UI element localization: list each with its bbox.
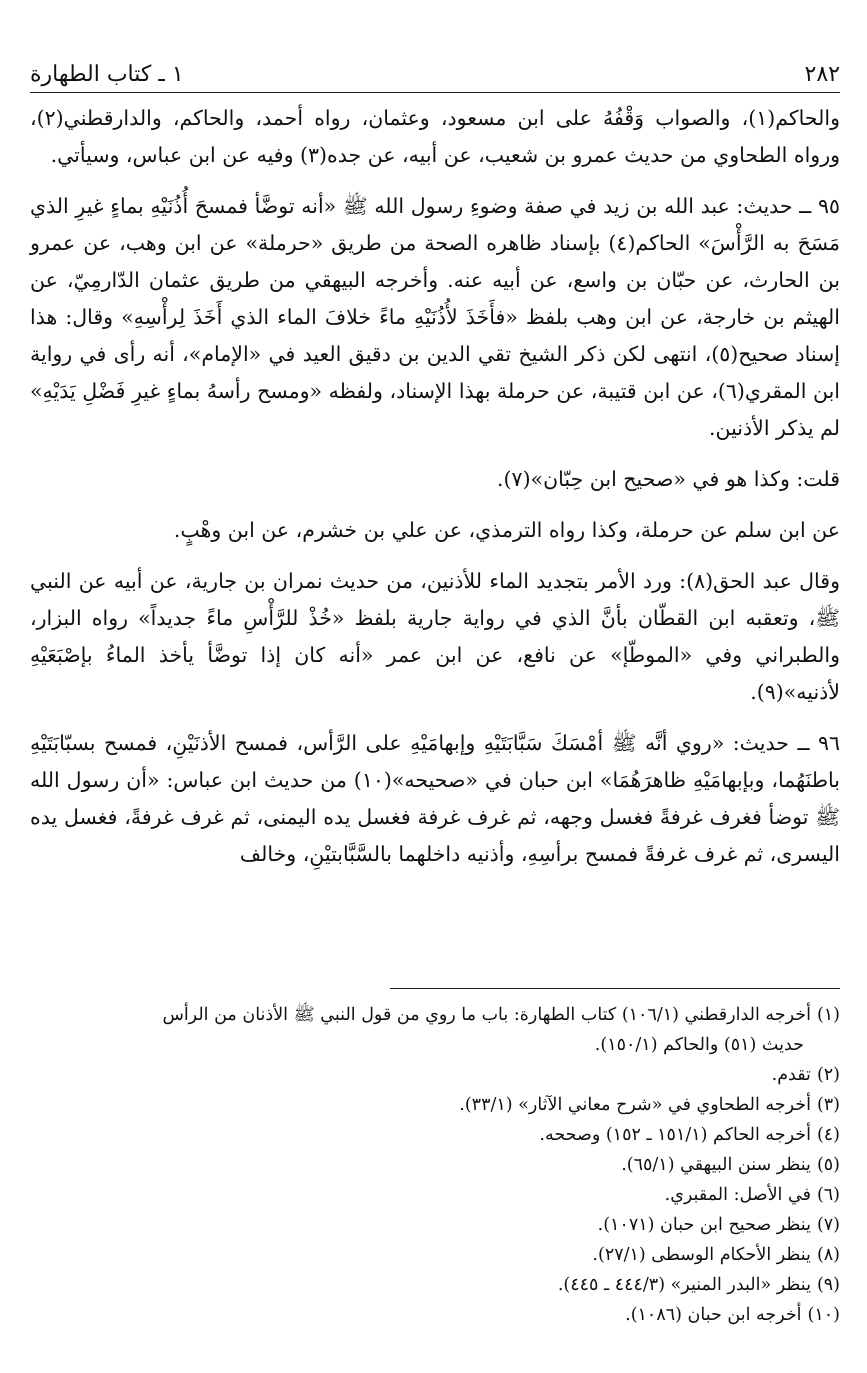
footnote-number: (١٠)	[807, 1305, 840, 1325]
footnote-5	[30, 1150, 840, 1180]
footnote-text: ينظر «البدر المنير» (٤٤٤/٣ ـ ٤٤٥).	[557, 1275, 811, 1295]
footnote-number: (١)	[816, 1005, 840, 1025]
footnote-10	[30, 1300, 840, 1330]
footnote-2	[30, 1060, 840, 1090]
footnote-number: (٩)	[816, 1275, 840, 1295]
paragraph: وقال عبد الحق(٨): ورد الأمر بتجديد الماء للأذنين، من حديث نمران بن جارية، عن أبيه عن النبي ﷺ، وتعقبه ابن القطّان بأنَّ الذي في رواية جارية بلفظ «خُذْ للرَّأْسِ ماءً جديداً» رواه البزار، والطبراني وفي «الموطّإ» عن نافع، عن ابن عمر «أنه كان إذا توضَّأ يأخذ الماءُ بإصْبَعَيْهِ لأذنيه»(٩).	[30, 569, 840, 704]
footnote-text: ينظر صحيح ابن حبان (١٠٧١).	[597, 1215, 811, 1235]
footnote-7	[30, 1210, 840, 1240]
paragraph: عن ابن سلم عن حرملة، وكذا رواه الترمذي، عن علي بن خشرم، عن ابن وهْبٍ.	[173, 518, 840, 542]
footnote-text: أخرجه ابن حبان (١٠٨٦).	[625, 1305, 802, 1325]
paragraph: قلت: وكذا هو في «صحيح ابن حِبّان»(٧).	[497, 467, 840, 491]
footnote-text: تقدم.	[771, 1065, 811, 1085]
footnotes	[30, 1000, 840, 1330]
footnote-text: أخرجه الطحاوي في «شرح معاني الآثار» (٣٣/١).	[459, 1095, 811, 1115]
page-number: ٢٨٢	[804, 62, 840, 87]
footnote-1-cont: حديث (٥١) والحاكم (١٥٠/١).	[594, 1035, 804, 1055]
paragraph: والحاكم(١)، والصواب وَقْفُهُ على ابن مسعود، وعثمان، رواه أحمد، والحاكم، والدارقطني(٢)، ورواه الطحاوي من حديث عمرو بن شعيب، عن أبيه، عن جده(٣) وفيه عن ابن عباس، وسيأتي.	[30, 106, 840, 167]
footnote-number: (٣)	[816, 1095, 840, 1115]
footnote-text: ينظر سنن البيهقي (٦٥/١).	[621, 1155, 811, 1175]
footnote-text: أخرجه الحاكم (١٥١/١ ـ ١٥٢) وصححه.	[539, 1125, 811, 1145]
footnote-number: (٢)	[816, 1065, 840, 1085]
footnote-number: (٤)	[816, 1125, 840, 1145]
footnote-text: أخرجه الدارقطني (١٠٦/١) كتاب الطهارة: باب ما روي من قول النبي ﷺ الأذنان من الرأس	[162, 1005, 811, 1025]
footnote-number: (٨)	[816, 1245, 840, 1265]
footnote-text: ينظر الأحكام الوسطى (٢٧/١).	[592, 1245, 811, 1265]
footnote-number: (٥)	[816, 1155, 840, 1175]
book-page	[30, 0, 840, 1373]
footnote-8	[30, 1240, 840, 1270]
footnote-3	[30, 1090, 840, 1120]
hadith-96: ٩٦ ــ حديث: «روي أنَّه ﷺ أمْسَكَ سَبَّابَتَيْهِ وإبهامَيْهِ على الرَّأس، فمسح الأذنَيْنِ، فمسح بسبّابَتَيْهِ باطنَهُما، وبإبهامَيْهِ ظاهرَهُمَا» ابن حبان في «صحيحه»(١٠) من حديث ابن عباس: «أن رسول الله ﷺ توضأ فغرف غرفةً فغسل وجهه، ثم غرف غرفة فغسل يده اليمنى، ثم غرف غرفةً، فغسل يده اليسرى، ثم غرف غرفةً فمسح برأسِهِ، وأذنيه داخلهما بالسَّبَّابتيْنِ، وخالف	[30, 731, 840, 866]
footnote-number: (٦)	[816, 1185, 840, 1205]
footnote-1	[30, 1000, 840, 1030]
footnote-rule	[390, 988, 840, 989]
main-text	[30, 100, 840, 873]
footnote-9	[30, 1270, 840, 1300]
hadith-95: ٩٥ ــ حديث: عبد الله بن زيد في صفة وضوءِ رسول الله ﷺ «أنه توضَّأ فمسحَ أُذُنَيْهِ بماءٍ غيرِ الذي مَسَحَ به الرَّأْسَ» الحاكم(٤) بإسناد ظاهره الصحة من طريق «حرملة» عن ابن وهب، عن عمرو بن الحارث، عن حبّان بن واسع، عن أبيه عنه. وأخرجه البيهقي من طريق عثمان الدّارمِيّ، عن الهيثم بن خارجة، عن ابن وهب بلفظ «فأَخَذَ لأُذُنَيْهِ ماءً خلافَ الماء الذي أَخَذَ لِرأْسِهِ» وقال: هذا إسناد صحيح(٥)، انتهى لكن ذكر الشيخ تقي الدين بن دقيق العيد في «الإمام»، أنه رأى في رواية ابن المقري(٦)، عن ابن قتيبة، عن حرملة بهذا الإسناد، ولفظه «ومسح رأسهُ بماءٍ غيرِ فَضْلِ يَدَيْهِ» لم يذكر الأذنين.	[30, 194, 841, 440]
chapter-title: ١ ـ كتاب الطهارة	[30, 62, 184, 87]
footnote-4	[30, 1120, 840, 1150]
page-header	[30, 58, 840, 88]
header-rule	[30, 92, 840, 93]
footnote-number: (٧)	[816, 1215, 840, 1235]
footnote-6	[30, 1180, 840, 1210]
footnote-text: في الأصل: المقبري.	[664, 1185, 811, 1205]
